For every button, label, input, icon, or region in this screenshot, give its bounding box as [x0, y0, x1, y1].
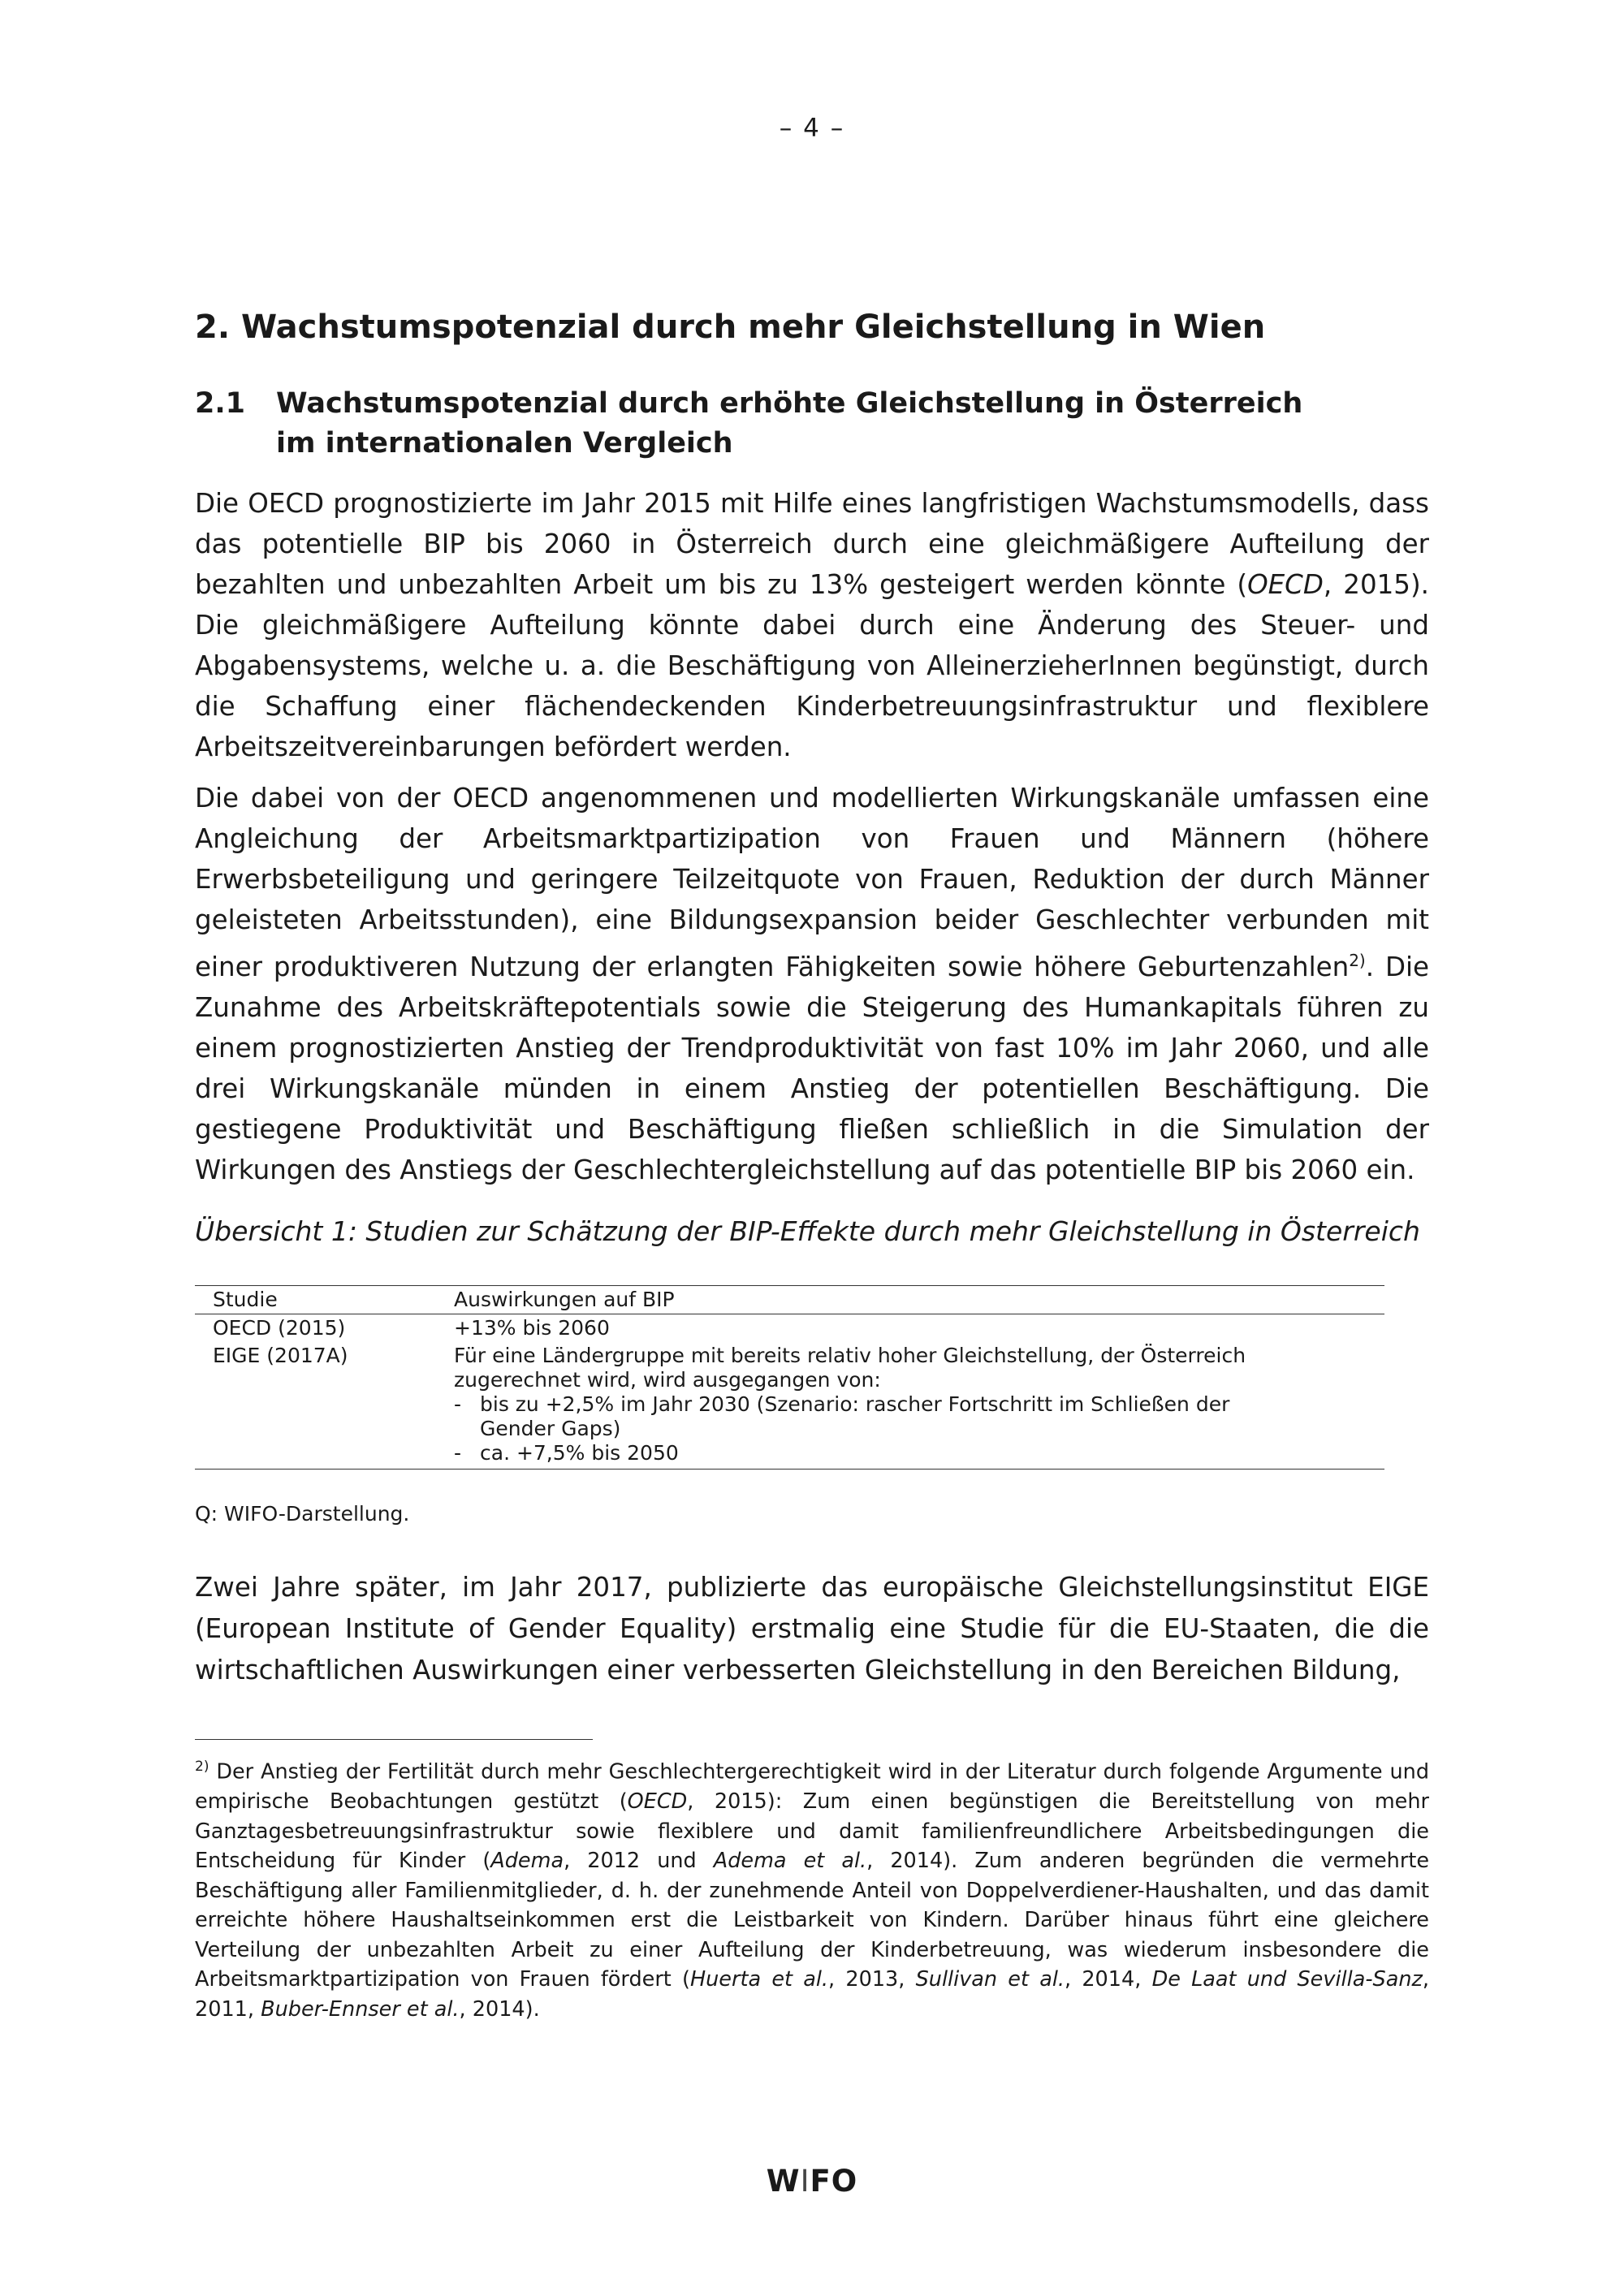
footnote: $^{2)}$ Der Anstieg der Fertilität durch mehr Geschlechtergerechtigkeit wird in der Literatur durch folgende Argumente und empirische Beobachtungen gestützt (OECD, 2015): Zum einen begünstigen die Bereitstellung von mehr Ganztagesbetreuungsinfrastruktur sowie flexiblere und damit familienfreundlichere Arbeitsbedingungen die Entscheidung für Kinder (Adema, 2012 und Adema et al., 2014). Zum anderen begründen die vermehrte Beschäftigung aller Familienmitglieder, d. h. der zunehmende Anteil von Doppelverdiener-Haushalten, und das damit erreichte höhere Haushaltseinkommen erst die Leistbarkeit von Kindern. Darüber hinaus führt eine gleichere Verteilung der unbezahlten Arbeit zu einer Aufteilung der Kinderbetreuung, was wiederum insbesondere die Arbeitsmarktpartizipation von Frauen fördert (Huerta et al., 2013, Sullivan et al., 2014, De Laat und Sevilla-Sanz, 2011, Buber-Ennser et al., 2014). — [195, 1759, 1430, 2022]
table-caption: Übersicht 1: Studien zur Schätzung der BIP-Effekte durch mehr Gleichstellung in Österreich — [195, 1215, 1420, 1247]
row-study: OECD (2015) — [213, 1316, 346, 1340]
row-effect — [436, 1342, 1384, 1470]
page-number: – 4 – — [779, 114, 845, 143]
header-study: Studie — [195, 1286, 436, 1314]
studies-table — [195, 1285, 1384, 1470]
subsection-number: 2.1 — [195, 387, 246, 420]
footnote-marker: 2) — [195, 1759, 209, 1775]
footnote-reference[interactable]: 2) — [1349, 951, 1366, 970]
footnote-divider — [195, 1739, 593, 1740]
row-study: EIGE (2017A) — [195, 1342, 436, 1470]
effect-intro: Für eine Ländergruppe mit bereits relativ hoher Gleichstellung, der Österreich zugerechnet wird, wird ausgegangen von: — [454, 1344, 1246, 1392]
row-effect: +13% bis 2060 — [454, 1316, 610, 1340]
header-effect: Auswirkungen auf BIP — [436, 1286, 1384, 1314]
table-row — [195, 1342, 1384, 1470]
paragraph-2: Die dabei von der OECD angenommenen und modellierten Wirkungskanäle umfassen eine Angleichung der Arbeitsmarktpartizipation von Frauen und Männern (höhere Erwerbsbeteiligung und geringere Teilzeitquote von Frauen, Reduktion der durch Männer geleisteten Arbeitsstunden), eine Bildungsexpansion beider Geschlechter verbunden mit einer produktiveren Nutzung der erlangten Fähigkeiten sowie höhere Geburtenzahlen$^{2)}$. Die Zunahme des Arbeitskräftepotentials sowie die Steigerung des Humankapitals führen zu einem prognostizierten Anstieg der Trendproduktivität von fast 10% im Jahr 2060, und alle drei Wirkungskanäle münden in einem Anstieg der potentiellen Beschäftigung. Die gestiegene Produktivität und Beschäftigung fließen schließlich in die Simulation der Wirkungen des Anstiegs der Geschlechtergleichstellung auf das potentielle BIP bis 2060 ein. — [195, 783, 1429, 1185]
subsection-title — [195, 384, 1332, 464]
section-title: 2. Wachstumspotenzial durch mehr Gleichstellung in Wien — [195, 309, 1266, 346]
subsection-text: Wachstumspotenzial durch erhöhte Gleichstellung in Österreich im internationalen Vergleich — [276, 387, 1303, 460]
citation-oecd: OECD — [1247, 569, 1324, 600]
paragraph-1: Die OECD prognostizierte im Jahr 2015 mit Hilfe eines langfristigen Wachstumsmodells, dass das potentielle BIP bis 2060 in Österreich durch eine gleichmäßigere Aufteilung der bezahlten und unbezahlten Arbeit um bis zu 13% gesteigert werden könnte (OECD, 2015). Die gleichmäßigere Aufteilung könnte dabei durch eine Änderung des Steuer- und Abgabensystems, welche u. a. die Beschäftigung von AlleinerzieherInnen begünstigt, durch die Schaffung einer flächendeckenden Kinderbetreuungsinfrastruktur und flexiblere Arbeitszeitvereinbarungen befördert werden. — [195, 488, 1429, 762]
paragraph-3: Zwei Jahre später, im Jahr 2017, publizierte das europäische Gleichstellungsinstitut EIGE (European Institute of Gender Equality) erstmalig eine Studie für die EU-Staaten, die die wirtschaftlichen Auswirkungen einer verbesserten Gleichstellung in den Bereichen Bildung, — [195, 1572, 1429, 1685]
table-row — [195, 1314, 1384, 1343]
wifo-logo: WIFO — [766, 2164, 858, 2199]
effect-bullet: - bis zu +2,5% im Jahr 2030 (Szenario: rascher Fortschritt im Schließen der Gender Gaps) — [454, 1392, 1230, 1440]
effect-bullet: - ca. +7,5% bis 2050 — [454, 1441, 679, 1465]
table-source: Q: WIFO-Darstellung. — [195, 1502, 410, 1526]
table-header-row — [195, 1286, 1384, 1314]
